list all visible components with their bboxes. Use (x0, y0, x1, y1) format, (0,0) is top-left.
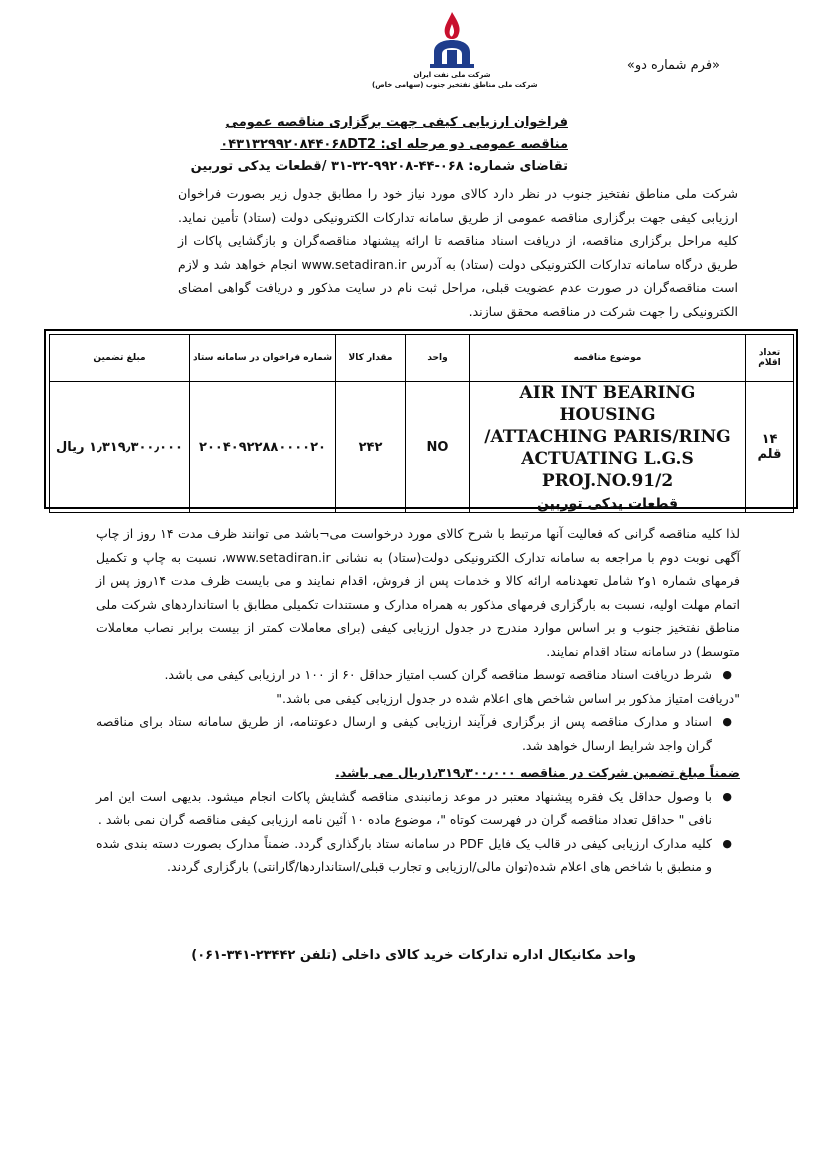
contact-line: واحد مکانیکال اداره تدارکات خرید کالای داخلی (تلفن ۲۳۴۴۲-۳۴۱-۰۶۱) (191, 948, 636, 963)
subject-english-1: AIR INT BEARING HOUSING (519, 383, 696, 425)
header-unit: واحد (406, 335, 470, 382)
guarantee-amount-line: ضمناً مبلغ تضمین شرکت در مناقصه ۱٫۳۱۹٫۳۰۰٫۰۰۰ریال می باشد. (335, 765, 740, 780)
header-guarantee: مبلغ تضمین (50, 335, 190, 382)
subject-persian: قطعات یدکی توربین (536, 496, 679, 512)
header-setad-number: شماره فراخوان در سامانه ستاد (190, 335, 336, 382)
cell-unit: NO (406, 382, 470, 513)
bullet-note-1: "دریافت امتیاز مذکور بر اساس شاخص های اعلام شده در جدول ارزیابی کیفی می باشد." (276, 690, 740, 706)
cell-item-count: ۱۴ قلم (746, 382, 794, 513)
nioc-logo-icon (428, 10, 476, 70)
company-name: شرکت ملی نفت ایران (413, 71, 491, 79)
header-item-count: تعداد اقلام (746, 335, 794, 382)
cell-setad-number: ۲۰۰۴۰۹۲۲۸۸۰۰۰۰۲۰ (190, 382, 336, 513)
cell-quantity: ۲۴۲ (336, 382, 406, 513)
header-subject: موضوع مناقصه (470, 335, 746, 382)
bullet-item-2 (96, 710, 740, 757)
bullet-text-1: شرط دریافت اسناد مناقصه توسط مناقصه گران کسب امتیاز حداقل ۶۰ از ۱۰۰ در ارزیابی کیفی می باشد. (164, 667, 712, 682)
bullet-text-2: اسناد و مدارک مناقصه پس از برگزاری فرآیند ارزیابی کیفی و ارسال دعوتنامه، از طریق سامانه ستاد برای مناقصه گران واجد شرایط ارسال خواهد شد. (96, 714, 712, 753)
bullet-icon: ● (722, 836, 732, 850)
tender-table-frame (44, 329, 798, 512)
intro-paragraph: شرکت ملی مناطق نفتخیز جنوب در نظر دارد کالای مورد نیاز خود را مطابق جدول زیر بصورت فراخوان ارزیابی کیفی جهت برگزاری مناقصه عمومی از طریق سامانه تدارکات الکترونیکی دولت (ستاد) تأمین نماید. کلیه مراحل برگزاری مناقصه، از دریافت اسناد مناقصه تا ارائه پیشنهاد مناقصه‌گران و بازگشایی پاکات از طریق درگاه سامانه تدارکات الکترونیکی دولت (ستاد) به آدرس www.setadiran.ir انجام خواهد شد و لازم است مناقصه‌گران در صورت عدم عضویت قبلی، مراحل ثبت نام در سایت مذکور و دریافت گواهی امضای الکترونیکی را جهت شرکت در مناقصه محقق سازند. (178, 186, 738, 319)
bullet-icon: ● (722, 789, 732, 803)
bullet-text-4: کلیه مدارک ارزیابی کیفی در قالب یک فایل PDF در سامانه ستاد بارگذاری گردد. ضمناً مدارک بصورت دسته بندی شده و منطبق با شاخص های اعلام شده(توان مالی/ارزیابی و تجارب قبلی/استانداردها/گارانتی) بارگزاری گردند. (96, 835, 712, 874)
bullet-item-3 (96, 785, 740, 832)
body-paragraph-1: لذا کلیه مناقصه گرانی که فعالیت آنها مرتبط با شرح کالای مورد درخواست می¬باشد می توانند ظرف مدت ۱۴ روز از چاپ آگهی نوبت دوم با مراجعه به سامانه تدارک الکترونیکی دولت(ستاد) به نشانی www.setadiran.ir، نسبت به چاپ و تکمیل فرمهای شماره ۱و۲ شامل تعهدنامه ارائه کالا و خدمات پس از فروش، اقدام نمایند و می بایست ظرف مدت ۱۴روز پس از اتمام مهلت اولیه، نسبت به بارگزاری فرمهای مذکور به همراه مدارک و مستندات تکمیلی مطابق با استانداردهای شرکت ملی مناطق نفتخیز جنوب و بر اساس موارد مندرج در جدول ارزیابی کیفی (برای معاملات کمتر از بیست برابر نصاب معاملات متوسط) در سامانه ستاد اقدام نمایند. (96, 526, 741, 659)
form-number-label: «فرم شماره دو» (626, 58, 720, 73)
bullet-icon: ● (722, 668, 732, 681)
subject-english-3: ACTUATING L.G.S (521, 449, 694, 469)
cell-guarantee: ۱٫۳۱۹٫۳۰۰٫۰۰۰ ریال (50, 382, 190, 513)
bullet-icon: ● (722, 715, 732, 728)
cell-subject (470, 382, 746, 513)
title-block (148, 112, 568, 178)
table-header-row (50, 335, 794, 382)
company-logo-block (372, 10, 538, 90)
bullet-text-3: با وصول حداقل یک فقره پیشنهاد معتبر در موعد زمانبندی مناقصه گشایش پاکات انجام میشود. بدیهی است این امر نافی " حداقل تعداد مناقصه گران در فهرست کوتاه "، موضوع ماده ۱۰ آئین نامه ارزیابی کیفی مناقصه گران نمی باشد . (96, 788, 712, 827)
header-quantity: مقدار کالا (336, 335, 406, 382)
request-number-line: تقاضای شماره: ۰۶۸-۴۴-۹۹۲۰۸-۳۲-۳۱ /قطعات یدکی توربین (190, 159, 568, 174)
tender-table (49, 334, 794, 513)
table-row (50, 382, 794, 513)
body-text (96, 522, 740, 879)
subject-english-2: /ATTACHING PARIS/RING (484, 427, 731, 447)
subject-english-4: PROJ.NO.91/2 (541, 471, 674, 491)
tender-stage-line: مناقصه عمومی دو مرحله ای: ۰۴۳۱۳۲۹۹۲۰۸۴۴۰۶۸DT2 (220, 137, 568, 152)
bullet-item-1 (96, 663, 740, 687)
page-title: فراخوان ارزیابی کیفی جهت برگزاری مناقصه عمومی (225, 115, 568, 130)
bullet-item-4 (96, 832, 740, 879)
company-subsidiary-name: شرکت ملی مناطق نفتخیز جنوب (سهامی خاص) (372, 81, 538, 89)
